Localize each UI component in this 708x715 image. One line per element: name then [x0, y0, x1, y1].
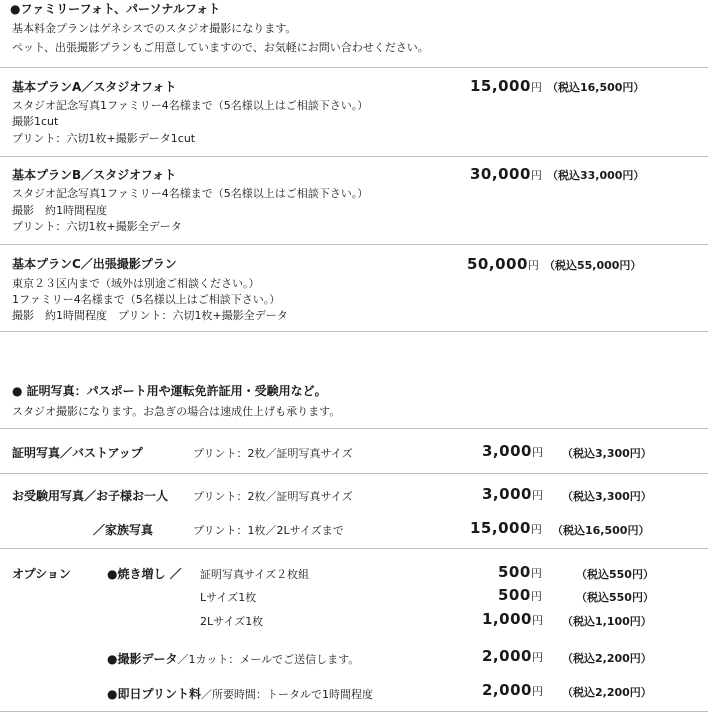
id-photo-heading: ● 証明写真：パスポート用や運転免許証用・受験用など。 — [12, 384, 327, 398]
tax-included: （税込33,000円） — [546, 169, 645, 182]
plan-line: スタジオ記念写真1ファミリー4名様まで（5名様以上はご相談下さい。） — [12, 187, 369, 200]
price-value: 500 — [498, 563, 531, 581]
price-value: 30,000 — [470, 165, 531, 183]
plan-line: 撮影1cut — [12, 115, 59, 128]
price-value: 3,000 — [482, 485, 532, 503]
plan-title: 基本プランA／スタジオフォト — [12, 80, 177, 94]
divider — [0, 473, 708, 474]
tax-included: （税込2,200円） — [562, 686, 652, 699]
data-option-price — [482, 646, 543, 665]
sameday-option-price — [482, 680, 543, 699]
id-row-price — [482, 441, 543, 460]
tax-included: （税込3,300円） — [562, 490, 652, 503]
tax-included: （税込2,200円） — [562, 652, 652, 665]
plan-price — [470, 164, 644, 183]
reprint-desc: 2Lサイズ1枚 — [200, 615, 264, 628]
family-intro-1: 基本料金プランはゲネシスでのスタジオ撮影になります。 — [12, 22, 297, 35]
reprint-desc: 証明写真サイズ２枚組 — [200, 568, 310, 581]
id-photo-intro: スタジオ撮影になります。お急ぎの場合は速成仕上げも承ります。 — [12, 405, 341, 418]
plan-line: プリント：六切1枚+撮影全データ — [12, 220, 182, 233]
divider — [0, 244, 708, 245]
id-row-price — [482, 484, 543, 503]
sameday-option-label: ●即日プリント料 — [107, 687, 201, 701]
yen-unit: 円 — [531, 489, 543, 502]
options-label: オプション — [12, 567, 71, 581]
price-value: 1,000 — [482, 610, 532, 628]
yen-unit: 円 — [530, 590, 542, 603]
yen-unit: 円 — [527, 259, 539, 272]
plan-price — [470, 76, 644, 95]
price-value: 3,000 — [482, 442, 532, 460]
divider — [0, 331, 708, 332]
data-option-label: ●撮影データ — [107, 652, 178, 666]
plan-title: 基本プランB／スタジオフォト — [12, 168, 177, 182]
price-value: 500 — [498, 586, 531, 604]
plan-price — [467, 254, 641, 273]
sameday-option — [107, 683, 373, 702]
reprint-desc: Lサイズ1枚 — [200, 591, 257, 604]
plan-title: 基本プランC／出張撮影プラン — [12, 257, 177, 271]
divider — [0, 156, 708, 157]
plan-line: 撮影 約1時間程度 — [12, 204, 107, 217]
id-row-title: 証明写真／バストアップ — [12, 446, 143, 460]
yen-unit: 円 — [530, 81, 542, 94]
id-row-desc: プリント：2枚／証明写真サイズ — [193, 447, 353, 460]
divider — [0, 548, 708, 549]
yen-unit: 円 — [530, 523, 542, 536]
yen-unit: 円 — [531, 685, 543, 698]
yen-unit: 円 — [530, 169, 542, 182]
tax-included: （税込1,100円） — [562, 615, 652, 628]
plan-line: プリント：六切1枚+撮影データ1cut — [12, 132, 196, 145]
id-row-desc: プリント：1枚／2Lサイズまで — [193, 524, 344, 537]
tax-included: （税込550円） — [576, 591, 654, 604]
sameday-option-desc: ／所要時間：トータルで1時間程度 — [201, 688, 373, 701]
data-option — [107, 648, 359, 667]
price-value: 15,000 — [470, 77, 531, 95]
yen-unit: 円 — [531, 446, 543, 459]
data-option-desc: ／1カット：メールでご送信します。 — [177, 653, 360, 666]
plan-line: スタジオ記念写真1ファミリー4名様まで（5名様以上はご相談下さい。） — [12, 99, 369, 112]
tax-included: （税込16,500円） — [552, 524, 650, 537]
id-row-title: ／家族写真 — [93, 523, 154, 537]
reprint-price — [498, 585, 542, 604]
divider — [0, 67, 708, 68]
price-value: 15,000 — [470, 519, 531, 537]
yen-unit: 円 — [530, 567, 542, 580]
tax-included: （税込55,000円） — [543, 259, 642, 272]
divider — [0, 711, 708, 712]
family-heading: ●ファミリーフォト、パーソナルフォト — [10, 2, 221, 16]
id-row-title: お受験用写真／お子様お一人 — [12, 489, 169, 503]
reprint-price — [498, 562, 542, 581]
family-intro-2: ペット、出張撮影プランもご用意していますので、お気軽にお問い合わせください。 — [12, 41, 429, 54]
yen-unit: 円 — [531, 651, 543, 664]
plan-line: 撮影 約1時間程度 プリント：六切1枚+撮影全データ — [12, 309, 288, 322]
divider — [0, 428, 708, 429]
id-row-desc: プリント：2枚／証明写真サイズ — [193, 490, 353, 503]
reprint-label: ●焼き増し ／ — [107, 567, 182, 581]
plan-line: 東京２３区内まで（域外は別途ご相談ください。） — [12, 277, 260, 290]
price-value: 2,000 — [482, 647, 532, 665]
yen-unit: 円 — [531, 614, 543, 627]
tax-included: （税込16,500円） — [546, 81, 645, 94]
id-row-price — [470, 518, 542, 537]
tax-included: （税込3,300円） — [562, 447, 652, 460]
price-value: 50,000 — [467, 255, 528, 273]
price-value: 2,000 — [482, 681, 532, 699]
tax-included: （税込550円） — [576, 568, 654, 581]
plan-line: 1ファミリー4名様まで（5名様以上はご相談下さい。） — [12, 293, 281, 306]
reprint-price — [482, 609, 543, 628]
